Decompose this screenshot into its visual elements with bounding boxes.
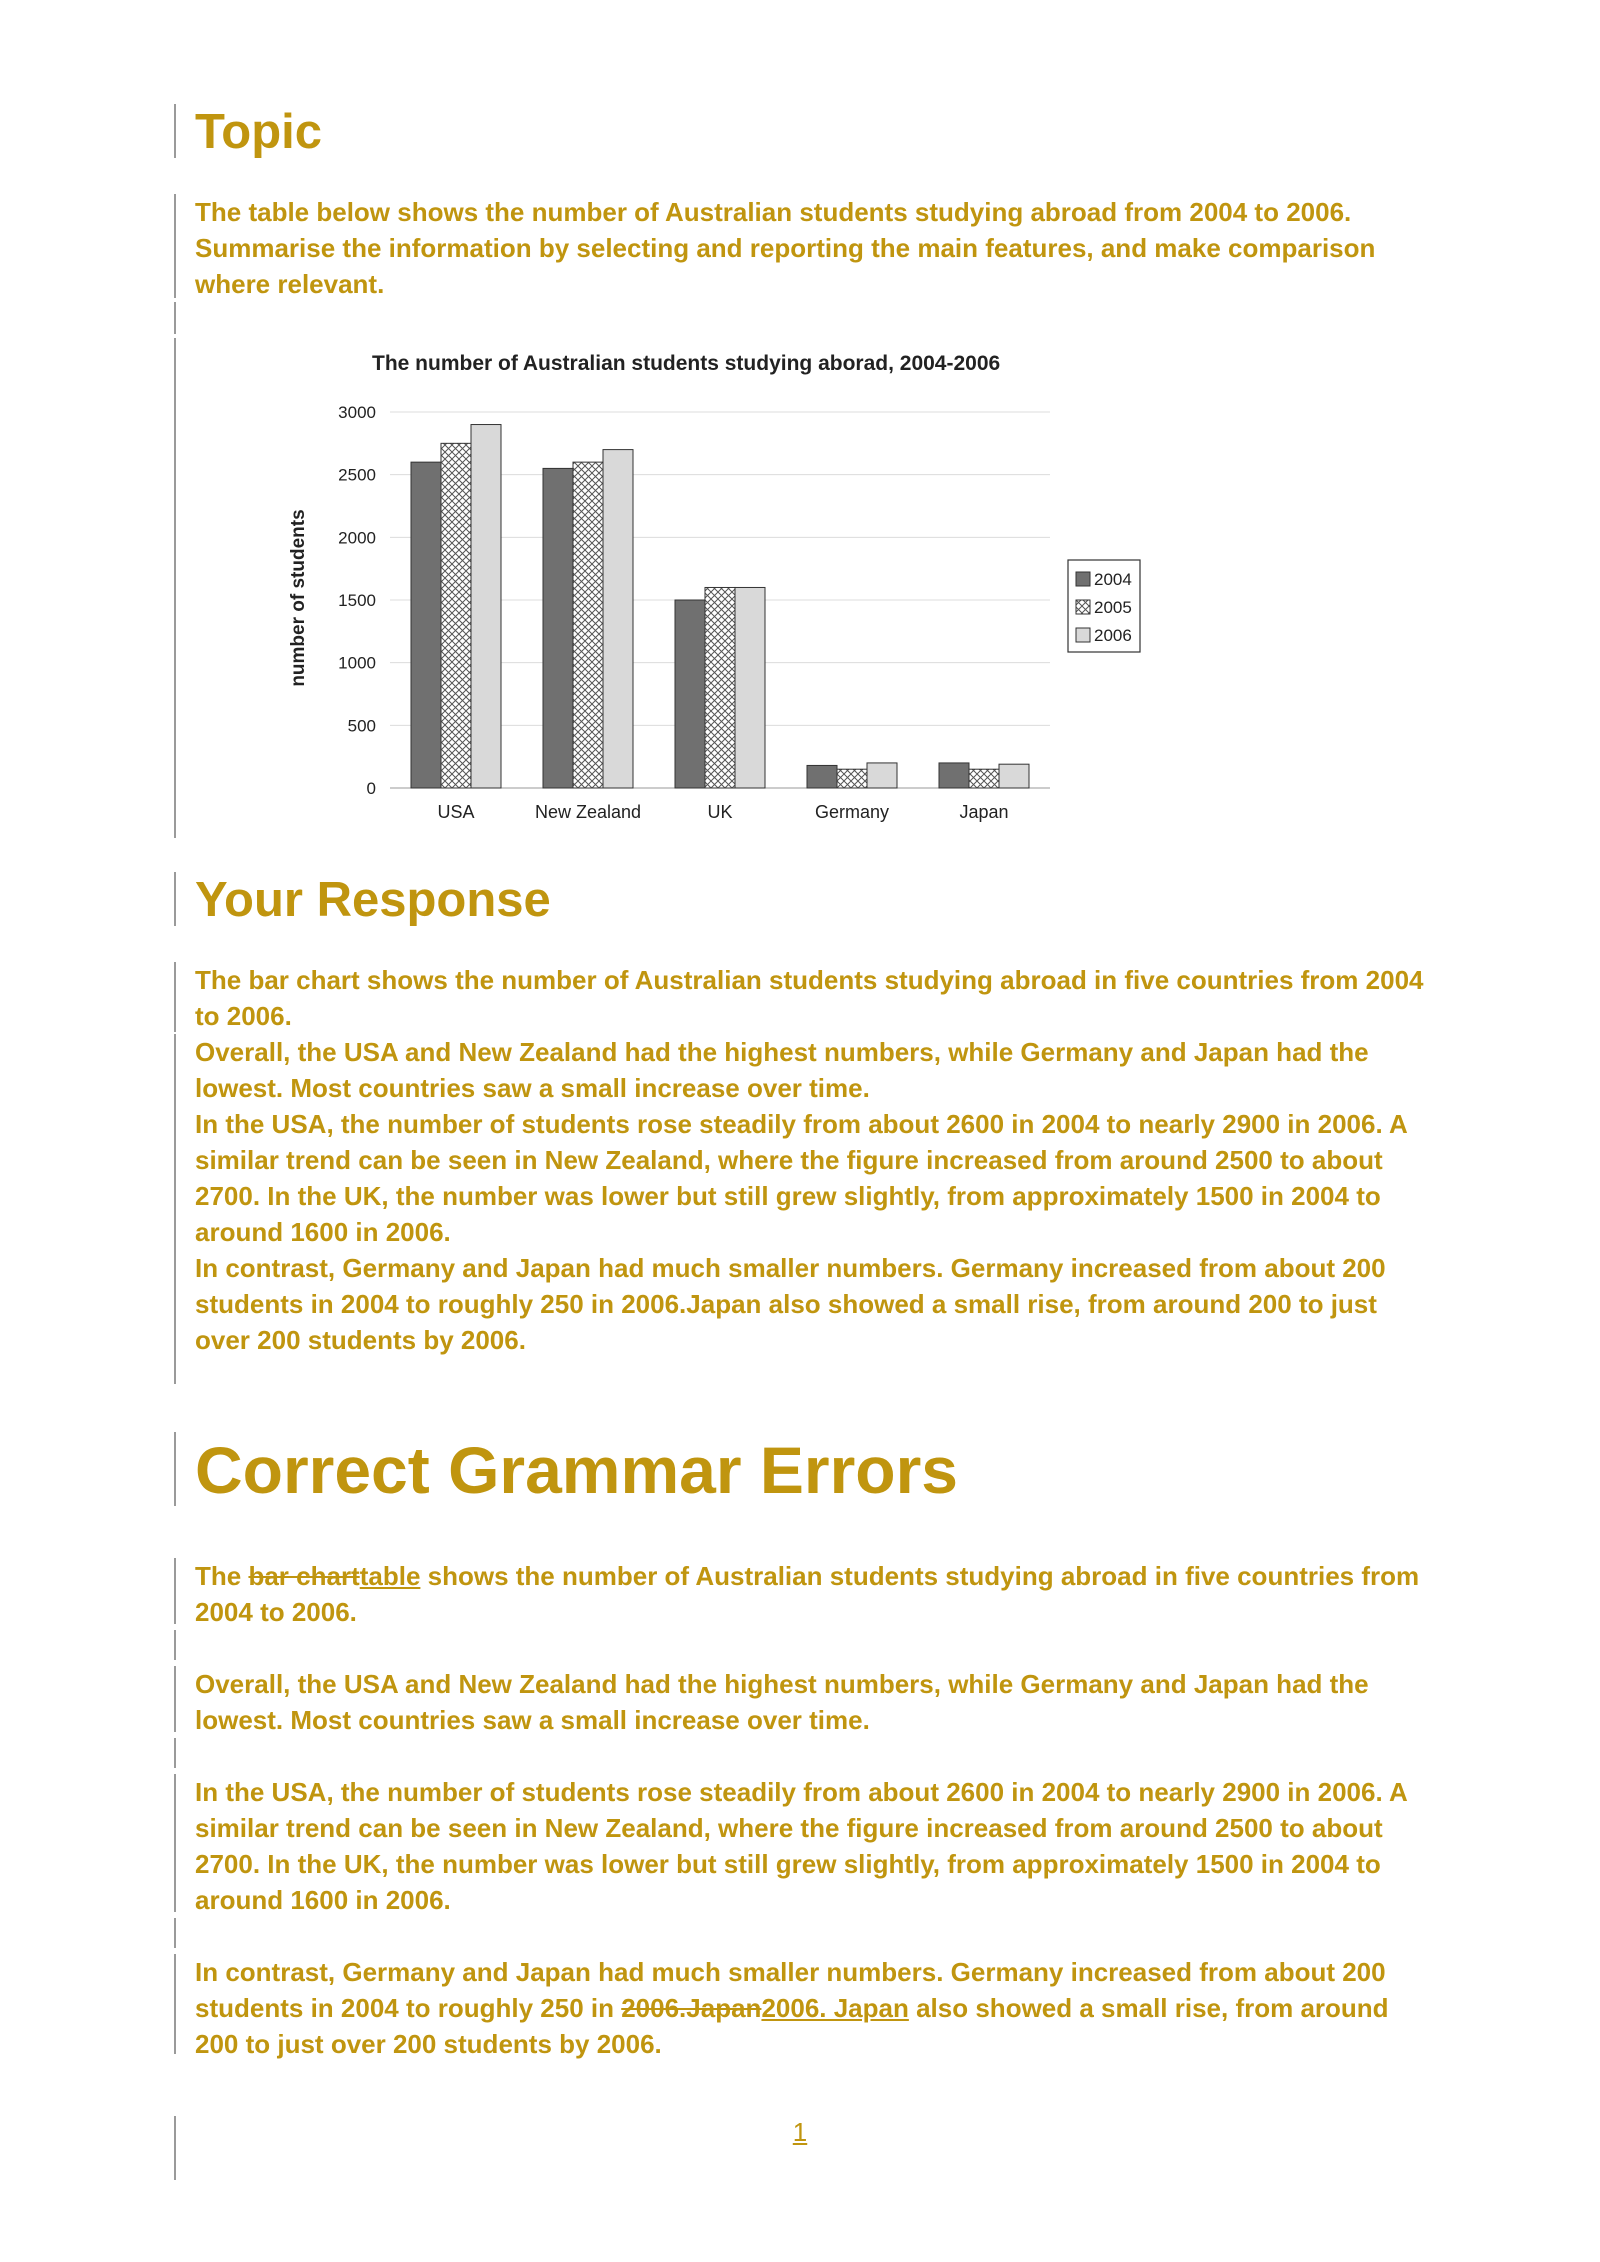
- margin-bar: [174, 1034, 176, 1384]
- topic-prompt: [195, 194, 1425, 302]
- correction-paragraph-3: [195, 1774, 1425, 1918]
- bar-2004-uk: [675, 600, 705, 788]
- y-tick-labels: [338, 403, 376, 798]
- margin-bar: [174, 962, 176, 1032]
- bar-2004-germany: [807, 765, 837, 788]
- bar-2006-new-zealand: [603, 450, 633, 788]
- margin-bar: [174, 1558, 176, 1624]
- category-label: USA: [437, 802, 475, 822]
- margin-bar: [174, 338, 176, 838]
- legend-swatch: [1076, 600, 1090, 614]
- inserted-text: 2006. Japan: [761, 1993, 909, 2023]
- correction-paragraph-2: [195, 1666, 1425, 1738]
- margin-bar: [174, 1918, 176, 1948]
- bar-2005-japan: [969, 769, 999, 788]
- y-tick-label: 1500: [338, 591, 376, 610]
- category-label: Japan: [959, 802, 1009, 822]
- y-tick-label: 500: [347, 716, 376, 736]
- page-number[interactable]: 1: [792, 2117, 808, 2147]
- correction-paragraph-1: [195, 1558, 1425, 1630]
- bar-2005-uk: [705, 587, 735, 788]
- bar-2005-usa: [441, 443, 471, 788]
- deleted-text: bar chart: [248, 1561, 360, 1591]
- response-paragraph: The bar chart shows the number of Australian students studying abroad in five countries from 2004 to 2006.: [195, 965, 1424, 1031]
- legend-swatch: [1076, 572, 1090, 586]
- bar-2006-germany: [867, 763, 897, 788]
- bar-2004-japan: [939, 763, 969, 788]
- correction-text: In the USA, the number of students rose steadily from about 2600 in 2004 to nearly 2900 in 2006. A similar trend can be seen in New Zealand, where the figure increased from around 2500 to about 2700. In the UK, the number was lower but still grew slightly, from approximately 1500 in 2004 to around 1600 in 2006.: [195, 1777, 1407, 1915]
- inserted-text: table: [359, 1561, 421, 1591]
- legend-swatch: [1076, 628, 1090, 642]
- bar-2006-japan: [999, 764, 1029, 788]
- correction-text: shows the number of Australian students studying abroad in five countries from 2004 to 2006.: [195, 1561, 1420, 1627]
- correction-text: In contrast, Germany and Japan had much smaller numbers. Germany increased from about 200 students in 2004 to roughly 250 in: [195, 1957, 1386, 2023]
- chart-title: The number of Australian students studying aborad, 2004-2006: [372, 352, 1001, 375]
- legend: [1068, 560, 1140, 652]
- deleted-text: 2006.Japan: [621, 1993, 762, 2023]
- margin-bar: [174, 194, 176, 298]
- category-label: New Zealand: [534, 802, 642, 822]
- corrections-heading: Correct Grammar Errors: [195, 1433, 958, 1507]
- category-label: UK: [707, 802, 733, 822]
- response-paragraph: Overall, the USA and New Zealand had the highest numbers, while Germany and Japan had the lowest. Most countries saw a small increase over time.: [195, 1037, 1369, 1103]
- y-tick-label: 3000: [338, 403, 376, 422]
- response-body: [195, 962, 1425, 1358]
- bar-2006-usa: [471, 425, 501, 788]
- margin-bar: [174, 872, 176, 926]
- y-tick-label: 0: [366, 779, 376, 798]
- category-label: Germany: [814, 802, 890, 822]
- legend-label: 2005: [1094, 598, 1132, 617]
- legend-label: 2004: [1094, 570, 1132, 589]
- bars: [411, 425, 1029, 788]
- margin-bar: [174, 1774, 176, 1912]
- y-tick-label: 2500: [338, 465, 376, 485]
- correction-text: The: [195, 1561, 249, 1591]
- legend-label: 2006: [1094, 626, 1132, 645]
- bar-2004-new-zealand: [543, 468, 573, 788]
- response-heading: Your Response: [195, 873, 551, 927]
- y-axis-label: number of students: [288, 509, 309, 687]
- response-paragraph: In contrast, Germany and Japan had much smaller numbers. Germany increased from about 200 students in 2004 to roughly 250 in 2006.Japan also showed a small rise, from around 200 to just over 200 students by 2006.: [195, 1253, 1386, 1355]
- margin-bar: [174, 302, 176, 334]
- y-tick-label: 2000: [338, 528, 376, 548]
- bar-2005-germany: [837, 769, 867, 788]
- margin-bar: [174, 1432, 176, 1506]
- correction-paragraph-4: [195, 1954, 1425, 2062]
- category-labels: [437, 802, 1008, 822]
- correction-text: also showed a small rise, from around 200 to just over 200 students by 2006.: [195, 1993, 1389, 2059]
- bar-chart: [270, 340, 1150, 840]
- margin-bar: [174, 1630, 176, 1660]
- margin-bar: [174, 1666, 176, 1732]
- bar-2006-uk: [735, 587, 765, 788]
- bar-2005-new-zealand: [573, 462, 603, 788]
- topic-heading: Topic: [195, 105, 323, 159]
- margin-bar: [174, 104, 176, 158]
- topic-prompt-text: The table below shows the number of Australian students studying abroad from 2004 to 2006. Summarise the information by selecting and reporting the main features, and make comparison where relevant.: [195, 197, 1376, 299]
- y-tick-label: 1000: [338, 653, 376, 673]
- margin-bar: [174, 1954, 176, 2054]
- margin-bar: [174, 1738, 176, 1768]
- correction-text: Overall, the USA and New Zealand had the highest numbers, while Germany and Japan had the lowest. Most countries saw a small increase over time.: [195, 1669, 1369, 1735]
- response-paragraph: In the USA, the number of students rose steadily from about 2600 in 2004 to nearly 2900 in 2006. A similar trend can be seen in New Zealand, where the figure increased from around 2500 to about 2700. In the UK, the number was lower but still grew slightly, from approximately 1500 in 2004 to around 1600 in 2006.: [195, 1109, 1407, 1247]
- bar-2004-usa: [411, 462, 441, 788]
